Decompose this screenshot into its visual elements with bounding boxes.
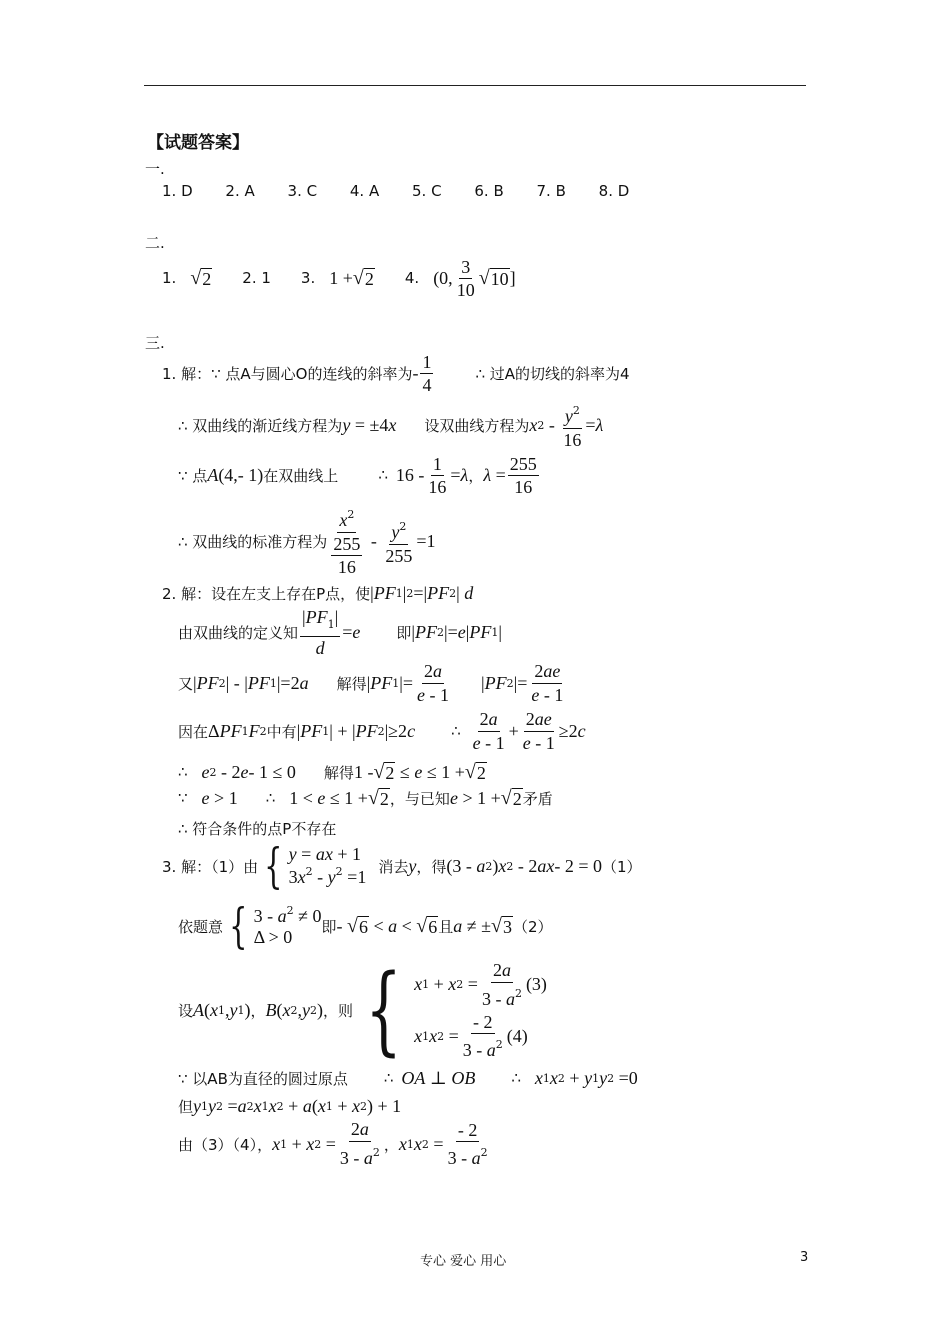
p1-line4: ∴ 双曲线的标准方程为 $\frac{x^2}{\frac{255}{16}}$ - $\frac{y^2}{255}$ =1 xyxy=(178,505,435,577)
text: 依题意 xyxy=(178,917,224,936)
p2-line4: 因在 Δ PF 1 F 2 中有 | PF 1 | + | PF 2 |≥2 c ∴ $\frac{2a}{e - 1}$ + $\frac{2ae}{e - 1}$ ≥2 c xyxy=(178,708,586,753)
answer-item: 1. D xyxy=(162,182,193,200)
text: 由（3）（4）， xyxy=(178,1135,273,1154)
text: 解得 xyxy=(323,763,354,782)
text: 解得 xyxy=(336,674,367,693)
text: 1. 解：∵ 点A与圆心O的连线的斜率为 xyxy=(162,364,413,383)
text: ∴ 双曲线的渐近线方程为 xyxy=(178,416,343,435)
answer-item: 3. xyxy=(300,269,316,287)
answer-item: 2. A xyxy=(225,182,255,200)
answers-heading: 【试题答案】 xyxy=(147,133,249,153)
text: ∴ 双曲线的标准方程为 xyxy=(178,532,328,551)
text: 中有 xyxy=(266,722,297,741)
text: 即 xyxy=(396,623,412,642)
vieta-system: { x 1 + x 2 = $\frac{2a}{3 - a^2}$ (3) x 1 x 2 = $\frac{- 2}{3 - a^2}$ (4) xyxy=(365,954,547,1066)
equation-system: { y = ax + 1 $3x^2 - y^2 =1$ xyxy=(264,838,367,894)
answer-item: 2. 1 xyxy=(242,269,271,287)
text: ∵ 点 xyxy=(178,466,208,485)
footer-slogan: 专心 爱心 用心 xyxy=(420,1254,507,1269)
answer-item: 7. B xyxy=(536,182,566,200)
sqrt-2: √ 2 xyxy=(190,266,212,289)
text: 但 xyxy=(178,1097,194,1116)
answer-item: 1. xyxy=(162,269,177,287)
text: 矛盾 xyxy=(522,789,553,808)
p2-line5: ∴ e 2 - 2 e - 1 ≤ 0 解得 1 - √ 2 ≤ e ≤ 1 + √ 2 xyxy=(178,760,486,783)
p3-line5: 但 y 1 y 2 = a 2 x 1 x 2 + a ( x 1 + x 2 ) + 1 xyxy=(178,1095,402,1116)
part1-answers xyxy=(162,182,629,200)
text: （1） xyxy=(602,857,642,876)
text: ∴ 过A的切线的斜率为4 xyxy=(475,364,630,383)
answer-item: 4. xyxy=(404,269,420,287)
p2-line2: 由双曲线的定义知 $\frac{|PF_1|}{d}$ = e 即 | PF 2 |= e | PF 1 | xyxy=(178,606,502,658)
text: 2. 解：设在左支上存在P点，使 xyxy=(162,584,371,603)
p3-line2: 依题意 { $3 - a^2 \ne 0$ Δ > 0 即 - √ 6 < a < √ 6 且 a ≠ ± √ 3 （2） xyxy=(178,898,553,954)
p2-line7: ∴ 符合条件的点P不存在 xyxy=(178,820,337,838)
text: ，则 xyxy=(323,1001,354,1020)
answer-item: 3. C xyxy=(287,182,318,200)
p3-line3: 设 A ( x 1 , y 1 ) ， B ( x 2 , y 2 ) ，则 { x 1 + x 2 = $\frac{2a}{3 - a^2}$ (3) x 1 x 2 = $\frac{- 2}{3 - a^2}$ (4) xyxy=(178,954,547,1066)
p2-line3: 又 | PF 2 | - | PF 1 |=2 a 解得 | PF 1 |= $\frac{2a}{e - 1}$ | PF 2 |= $\frac{2ae}{e - 1}$ xyxy=(178,660,564,705)
p2-line6: ∵ e > 1 ∴ 1 < e ≤ 1 + √ 2 ，与已知 e > 1 + √ 2 矛盾 xyxy=(178,786,553,809)
text: 设 xyxy=(178,1001,194,1020)
text: ，得 xyxy=(416,857,447,876)
answer-item: 8. D xyxy=(598,182,630,200)
part2-answers: 1. √ 2 2. 1 3. 1 + √ 2 4. (0, $\frac{3}{10}$ √ 10 ] xyxy=(162,256,516,300)
p3-line1: 3. 解：（1）由 { y = ax + 1 $3x^2 - y^2 =1$ 消去 y ，得 (3 - a 2 ) x 2 - 2 ax - 2 = 0 （1） xyxy=(162,838,642,894)
answer-item: 5. C xyxy=(412,182,442,200)
p3-line4: ∵ 以AB为直径的圆过原点 ∴ OA ⊥ OB ∴ x 1 x 2 + y 1 y 2 =0 xyxy=(178,1067,638,1088)
p3-line6: 由（3）（4）， x 1 + x 2 = $\frac{2a}{3 - a^2}$ ， x 1 x 2 = $\frac{- 2}{3 - a^2}$ xyxy=(178,1119,488,1168)
condition-system: { $3 - a^2 \ne 0$ Δ > 0 xyxy=(229,898,322,954)
text: 即 xyxy=(321,917,337,936)
text: ，与已知 xyxy=(389,789,450,808)
fraction: $\frac{3}{10}$ xyxy=(456,256,475,300)
p1-line2: ∴ 双曲线的渐近线方程为 y = ±4 x 设双曲线方程为 x 2 - $\frac{y^2}{16}$ = λ xyxy=(178,402,603,448)
answer-item: 6. B xyxy=(474,182,504,200)
section-one-label: 一. xyxy=(145,160,165,178)
p1-line1: 1. 解：∵ 点A与圆心O的连线的斜率为 - $\frac{1}{4}$ ∴ 过A的切线的斜率为4 xyxy=(162,351,630,395)
answer-item: 4. A xyxy=(349,182,380,200)
text: 因在 xyxy=(178,722,209,741)
text: 设双曲线方程为 xyxy=(424,416,530,435)
p2-line1: 2. 解：设在左支上存在P点，使 | PF 1 | 2 =| PF 2 | d xyxy=(162,582,474,603)
text: （2） xyxy=(513,917,553,936)
text: 消去 xyxy=(378,857,409,876)
text: 在双曲线上 xyxy=(263,466,339,485)
text: 3. 解：（1）由 xyxy=(162,857,259,876)
text: ∵ 以AB为直径的圆过原点 xyxy=(178,1069,348,1088)
text: 由双曲线的定义知 xyxy=(178,623,299,642)
compound-fraction: $\frac{x^2}{\frac{255}{16}}$ xyxy=(329,504,364,578)
p1-line3: ∵ 点 A (4,- 1) 在双曲线上 ∴ 16 - $\frac{1}{16}$ = λ ， λ = $\frac{255}{16}$ xyxy=(178,453,537,497)
page-number: 3 xyxy=(800,1250,809,1265)
header-rule xyxy=(144,85,806,86)
text: 且 xyxy=(438,917,454,936)
section-three-label: 三. xyxy=(145,334,165,352)
section-two-label: 二. xyxy=(145,234,165,252)
